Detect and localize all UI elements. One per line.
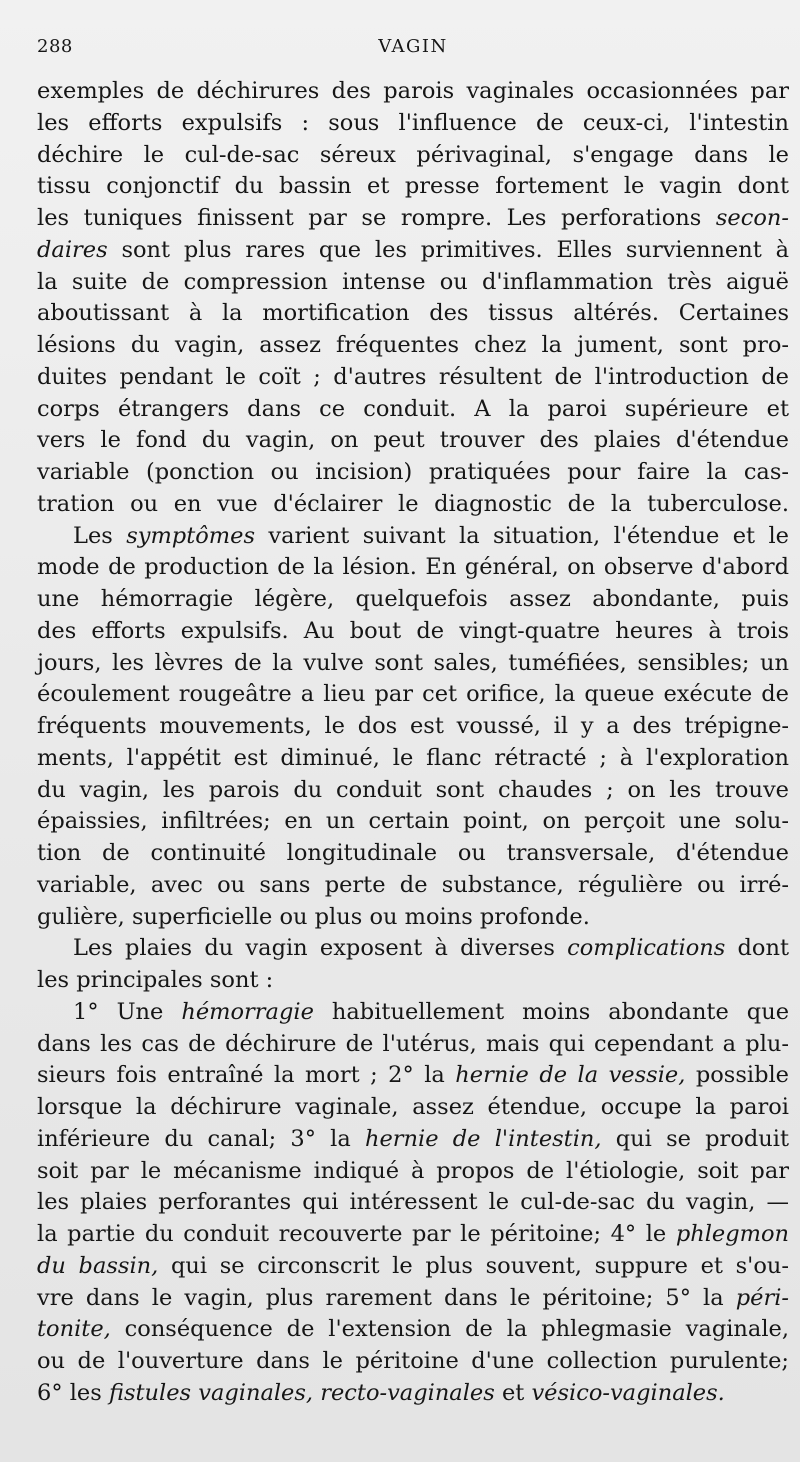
italic-term: daires [37, 236, 108, 263]
text-line: tion de continuité longitudinale ou transversale, d'étendue [37, 840, 789, 866]
text-line: lésions du vagin, assez fréquentes chez la jument, sont pro- [37, 332, 789, 358]
text-line: exemples de déchirures des parois vaginales occasionnées par [37, 78, 789, 104]
body-text [37, 76, 789, 1410]
text-line: épaissies, infiltrées; en un certain point, on perçoit une solu- [37, 808, 789, 835]
italic-term: symptômes [126, 522, 256, 549]
text-line: écoulement rougeâtre a lieu par cet orifice, la queue exécute de [37, 681, 789, 708]
text-line: vers le fond du vagin, on peut trouver des plaies d'étendue [37, 427, 789, 454]
page-number: 288 [37, 36, 73, 57]
italic-term: complications [567, 935, 726, 962]
text-line: des efforts expulsifs. Au bout de vingt-quatre heures à trois [37, 617, 789, 644]
text-line: jours, les lèvres de la vulve sont sales, tuméfiées, sensibles; un [37, 649, 789, 676]
text-line: les plaies perforantes qui intéressent le cul-de-sac du vagin, — [37, 1189, 789, 1216]
text-line: tration ou en vue d'éclairer le diagnostic de la tuberculose. [37, 490, 789, 517]
text-line: la suite de compression intense ou d'inflammation très aiguë [37, 268, 789, 295]
text-line: les tuniques finissent par se rompre. Les perforations secon- [37, 205, 789, 231]
text-line: ou de l'ouverture dans le péritoine d'une collection purulente; [37, 1348, 789, 1374]
text-line: les principales sont : [37, 967, 274, 993]
text-line: une hémorragie légère, quelquefois assez abondante, puis [37, 586, 789, 612]
text-line: lorsque la déchirure vaginale, assez étendue, occupe la paroi [37, 1094, 789, 1120]
text-line: du bassin, qui se circonscrit le plus souvent, suppure et s'ou- [37, 1252, 789, 1279]
text-line: vre dans le vagin, plus rarement dans le péritoine; 5° la péri- [37, 1284, 790, 1311]
text-line: sieurs fois entraîné la mort ; 2° la hernie de la vessie, possible [37, 1062, 789, 1089]
text-line: déchire le cul-de-sac séreux périvaginal, s'engage dans le [37, 141, 789, 168]
text-line: les efforts expulsifs : sous l'influence de ceux-ci, l'intestin [37, 109, 789, 136]
italic-term: du bassin, [37, 1252, 159, 1279]
text-line: daires sont plus rares que les primitives. Elles surviennent à [37, 236, 789, 263]
text-line: variable (ponction ou incision) pratiquées pour faire la cas- [37, 459, 789, 485]
italic-term: hernie de la vessie, [455, 1062, 686, 1089]
text-line: la partie du conduit recouverte par le péritoine; 4° le phlegmon [37, 1221, 789, 1247]
text-line: mode de production de la lésion. En général, on observe d'abord [37, 554, 789, 581]
text-line: inférieure du canal; 3° la hernie de l'intestin, qui se produit [37, 1125, 789, 1152]
italic-term: tonite, [37, 1316, 111, 1343]
italic-term: phlegmon [675, 1221, 789, 1247]
italic-term: hernie de l'intestin, [365, 1125, 602, 1152]
text-line: variable, avec ou sans perte de substance, régulière ou irré- [37, 871, 789, 898]
text-line: Les plaies du vagin exposent à diverses complications dont [73, 935, 789, 962]
text-line: fréquents mouvements, le dos est voussé, il y a des trépigne- [37, 713, 789, 739]
text-line: 6° les fistules vaginales, recto-vaginales et vésico-vaginales. [37, 1379, 725, 1406]
text-line: aboutissant à la mortification des tissus altérés. Certaines [37, 300, 789, 327]
text-line: Les symptômes varient suivant la situation, l'étendue et le [73, 522, 789, 549]
text-line: gulière, superficielle ou plus ou moins profonde. [37, 903, 590, 930]
italic-term: vésico-vaginales. [531, 1379, 725, 1406]
running-header [37, 34, 789, 64]
text-line: tissu conjonctif du bassin et presse fortement le vagin dont [37, 173, 789, 200]
text-line: tonite, conséquence de l'extension de la phlegmasie vaginale, [37, 1316, 789, 1343]
text-line: soit par le mécanisme indiqué à propos de l'étiologie, soit par [37, 1157, 789, 1184]
italic-term: secon- [715, 205, 789, 231]
running-title: VAGIN [378, 36, 448, 57]
text-line: du vagin, les parois du conduit sont chaudes ; on les trouve [37, 776, 789, 803]
text-line: corps étrangers dans ce conduit. A la paroi supérieure et [37, 395, 789, 422]
text-line: ments, l'appétit est diminué, le flanc rétracté ; à l'exploration [37, 744, 789, 771]
italic-term: péri- [735, 1284, 790, 1311]
text-line: 1° Une hémorragie habituellement moins abondante que [73, 998, 790, 1025]
italic-term: hémorragie [181, 998, 314, 1025]
text-line: dans les cas de déchirure de l'utérus, mais qui cependant a plu- [37, 1030, 789, 1057]
italic-term: fistules vaginales, recto-vaginales [108, 1379, 495, 1406]
text-line: duites pendant le coït ; d'autres résultent de l'introduction de [37, 363, 789, 390]
